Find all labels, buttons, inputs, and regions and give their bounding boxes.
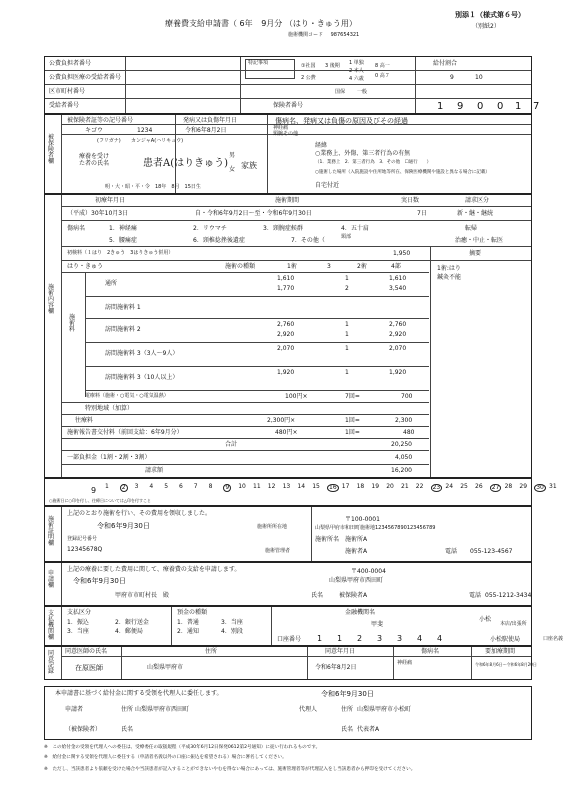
title-year: 6年 (239, 19, 253, 28)
claim-label: 請求区分 (465, 197, 490, 204)
cert-date: 令和6年9月30日 (97, 522, 150, 530)
fee-row-b: 1,770 (277, 285, 295, 292)
footnote: ※ ただし、当該患者より依頼を受けた場合や当該患者が記入することができないやむを得ない場合にあっては、施術管理者等が代理記入をし当該患者から押印を受けてください。 (44, 767, 416, 772)
shoken-label: 初検料（１はり 2きゅう 3はりきゅう併用） (67, 250, 174, 256)
furigana: カンジャA(ハリキュウ) (131, 138, 184, 144)
fee-row-a: 2,070 (277, 345, 295, 352)
keii-note1: （1．業務上 2．第三者行為 3．その他 ☐通行 ） (315, 160, 432, 165)
doctor: 在原医師 (75, 664, 103, 672)
patient-block (44, 114, 532, 194)
cert-block (44, 506, 532, 562)
calendar-day: 16 (329, 484, 337, 491)
shoken-amt: 1,950 (393, 250, 411, 257)
ofuku-times: 1回= (345, 417, 360, 424)
fee-row-f: 2,920 (389, 331, 407, 338)
fee-row-c: 1 (345, 369, 349, 376)
bank-side-label: 支払機関欄 (48, 610, 55, 641)
disease-opt: 3．頸腕症候群 (263, 225, 303, 232)
koumoku-3: 2術 (357, 263, 367, 270)
joho-times: 1回= (345, 429, 360, 436)
hokensha-digit: 0 (477, 101, 484, 112)
fee-row-a: 1,610 (277, 275, 295, 282)
denki-label: 電療料（施術・○電気・○電気温熱） (85, 393, 169, 399)
title-tail: （はり・きゅう用） (284, 19, 357, 28)
applicant-addr-label: 住所 (121, 706, 134, 713)
calendar-day: 28 (504, 483, 513, 490)
apply-to: 甲府市市町村長 殿 (115, 592, 170, 599)
fee-row-e: 1,920 (389, 369, 407, 376)
kigou: キゴウ (85, 127, 104, 134)
fee-row-label: 訪問施術料 3（3人〜9人） (105, 350, 179, 357)
fee-row-e: 2,070 (389, 345, 407, 352)
kind-label: はり・きゅう (67, 263, 104, 270)
consent-period: 令和6年8月6日〜令和6年8月20日 (475, 662, 537, 667)
cert-reg: 12345678Q (67, 546, 103, 553)
title-month: 9月分 (261, 19, 283, 28)
fee-row-f: 3,540 (389, 285, 407, 292)
disease-sel: 頸部 (341, 234, 352, 240)
org-code-label: 施術機関コード (288, 32, 324, 38)
agent-addr: 山梨県甲府市小松町 (357, 706, 412, 713)
doctor-label: 同意医師の氏名 (65, 648, 108, 655)
hoken-kind: 国保 (335, 89, 346, 95)
bank-name-label: 金融機関名 (345, 609, 376, 616)
futan: 4,050 (395, 454, 413, 461)
name-label: 療養を受けた者の氏名 (79, 153, 110, 168)
opt-b1: 2 本人 (349, 68, 364, 74)
apply-name: 被保険者A (339, 592, 368, 599)
ofuku-label: 往療料 (75, 417, 94, 424)
hokensha-label: 保険者番号 (273, 102, 304, 109)
cert-zip: 〒100-0001 (345, 516, 380, 523)
calendar-day: 2 (121, 484, 126, 491)
joho-total: 480 (403, 429, 415, 436)
hokensha-digit: 9 (457, 101, 464, 112)
account-digit: 4 (437, 634, 443, 643)
kyufu-label: 給付割合 (433, 60, 458, 67)
disease2: 頸腕その他 (273, 131, 299, 137)
tekiyo-label: 摘要 (469, 250, 482, 257)
calendar-day: 10 (238, 483, 246, 490)
delegation-block (44, 686, 532, 740)
bank-k4: 4．郵便局 (115, 628, 143, 635)
bank-k3: 3．当座 (67, 628, 89, 635)
calendar-day: 15 (312, 483, 320, 490)
denki: 100円× (285, 393, 308, 400)
bank-branch-tail: 本店/出張所 (500, 621, 527, 627)
kohi-futansha-label: 公費負担者番号 (49, 60, 92, 67)
fee-row-b: 2,920 (277, 331, 295, 338)
seikyu: 16,200 (391, 467, 412, 474)
calendar-day: 26 (475, 483, 483, 490)
opt-a2: 3 後期 (325, 63, 340, 69)
title-label: 療養費支給申請書（ (165, 19, 237, 28)
patient-side-label: 被保険者欄 (48, 134, 55, 165)
denki-total: 700 (401, 393, 413, 400)
agent-name: 代表者A (357, 726, 380, 733)
disease-opt: 5．腰痛症 (109, 237, 137, 244)
account-digit: 2 (357, 634, 363, 643)
cert-reg-label: 登録記号番号 (67, 536, 98, 542)
calendar-day: 12 (267, 483, 276, 490)
org-code-value: 987654321 (330, 32, 360, 38)
calendar-day: 23 (432, 484, 441, 491)
disease-opt: 1．神経痛 (109, 225, 137, 232)
cert-addr-label: 施術所所在地 (257, 524, 288, 530)
sex-male: 男 (229, 152, 236, 159)
gokei-label: 合計 (225, 441, 238, 448)
cert-text: 上記のとおり施術を行い、その費用を領収しました。 (67, 510, 212, 517)
calendar-day: 1 (105, 483, 109, 490)
account-digit: 1 (317, 634, 323, 643)
disease-opt: 6．頸椎捻挫後遺症 (193, 237, 245, 244)
tokubetsu: 特別地域（加算） (85, 405, 134, 412)
bank-name: 甲斐 (371, 621, 384, 628)
consent-addr-label: 住所 (205, 648, 218, 655)
fee-row-label: 通所 (105, 280, 118, 287)
ippan-kind: 一般 (357, 89, 368, 95)
q2-label: 発病又は負傷年月日 (183, 117, 238, 124)
cert-tel: 055-123-4567 (470, 548, 513, 555)
calendar-note: ○施術日に○印を付し、往療日については△印を付すこと (49, 498, 151, 503)
acct-2: 3．当座 (221, 619, 243, 626)
first-date-label: 初療年月日 (95, 197, 126, 204)
apply-side-label: 申請欄 (48, 570, 55, 589)
fee-row-label: 訪問施術料 1 (105, 304, 141, 311)
hokensha-digit: 0 (497, 101, 504, 112)
q3-label: 傷病名、発病又は負傷の原因及びその経過 (275, 117, 408, 125)
cert-name-label: 施術所名 (315, 536, 340, 543)
fee-row-e: 2,760 (389, 321, 407, 328)
opt-a1: 2 公費 (301, 75, 316, 81)
patient-name: 患者A(はりきゅう) (143, 158, 229, 169)
bank-kubun: 支払区分 (67, 609, 92, 616)
bank-k1: 1．振込 (67, 619, 89, 626)
calendar (44, 478, 557, 506)
footnote: ※ 給付金に関する受領を代理人に委任する（申請者名義以外の口座に振込を希望される）場合に署名してください。 (44, 755, 287, 760)
kubun-label: 施術料 (69, 314, 76, 333)
form-sub: （別紙2） (472, 23, 500, 30)
account-number-label: 口座番号 (277, 636, 302, 643)
cert-mgr: 施術者A (345, 548, 368, 555)
holder-label: 口座名義 (543, 636, 564, 642)
ofuku-total: 2,300 (395, 417, 413, 424)
birth: 明・大・昭・平・令 18年 8月 15日生 (105, 184, 201, 190)
address: 自宅付近 (315, 182, 340, 189)
apply-tel-label: 電話 (469, 592, 482, 599)
calendar-day: 11 (253, 483, 261, 490)
days-label: 実日数 (401, 197, 420, 204)
cert-side-label: 施術証明欄 (48, 516, 55, 547)
hokensha-digit: 7 (533, 101, 540, 112)
cert-addr: 山梨県甲府市和田町施術地1234567890123456789 (315, 525, 436, 531)
fee-row-d: 1 (345, 331, 349, 338)
tenki-label: 転帰 (465, 225, 478, 232)
fee-row-c: 1 (345, 345, 349, 352)
apply-date: 令和6年9月30日 (73, 577, 126, 585)
acct-label: 預金の種類 (177, 609, 208, 616)
calendar-day: 20 (386, 483, 394, 490)
applicant-addr: 山梨県甲府市西田町 (135, 706, 190, 713)
relation: 家族 (241, 161, 257, 170)
treat-side-label: 施術内容欄 (48, 284, 55, 315)
bank-branch: 小松 (479, 616, 492, 623)
disease-opt: 7．その他（ (291, 237, 325, 244)
consent-side-label: 同意記録 (48, 650, 55, 675)
calendar-day: 6 (179, 483, 183, 490)
delegation-date: 令和6年9月30日 (321, 690, 374, 698)
fee-row-label: 訪問施術料 3（10人以上） (105, 374, 179, 381)
calendar-day: 27 (491, 484, 500, 491)
seikyu-label: 請求額 (145, 467, 164, 474)
consent-period-label: 要加療期間 (485, 648, 516, 655)
apply-name-label: 氏名 (311, 592, 324, 599)
calendar-month: 9 (91, 486, 97, 495)
calendar-day: 25 (460, 483, 468, 490)
calendar-day: 24 (445, 483, 454, 490)
fee-row-e: 1,610 (389, 275, 407, 282)
consent-disease-label: 傷病名 (421, 648, 440, 655)
gokei: 20,250 (391, 441, 412, 448)
consent-block (44, 646, 537, 680)
disease-opt: 2．リウマチ (193, 225, 227, 232)
opt-b2: 4 六歳 (349, 76, 364, 82)
apply-block (44, 562, 532, 606)
apply-text: 上記の療養に要した費用に関して、療養費の支給を申請します。 (67, 566, 241, 573)
keii-opt: ○業務上、外傷、第三者行為の有無 (315, 150, 411, 157)
furigana-label: (フリガナ) (97, 138, 121, 144)
account-digit: 3 (397, 634, 403, 643)
calendar-day: 13 (282, 483, 291, 490)
consent-disease: 神経痛 (397, 660, 413, 666)
cert-tel-label: 電話 (445, 548, 458, 555)
calendar-day: 3 (134, 483, 139, 490)
bangou: 1234 (137, 127, 153, 134)
calendar-day: 18 (356, 483, 365, 490)
calendar-day: 19 (371, 483, 380, 490)
opt-b0: 1 単独 (349, 60, 364, 66)
apply-tel: 055-1212-3434 (485, 592, 532, 599)
cert-mgr-label: 施術管理者 (265, 548, 291, 554)
keii-label: 経緯 (315, 142, 328, 149)
period-label: 施術期間 (275, 197, 300, 204)
days: 7日 (417, 210, 427, 217)
calendar-day: 30 (536, 484, 544, 491)
applicant-label: 申請者 (65, 706, 84, 713)
first-date: （平成）30年10月3日 (67, 210, 129, 217)
agent-label: 代理人 (299, 706, 318, 713)
jukyusha-label: 受給者番号 (49, 102, 80, 109)
kyufu-9: 9 (450, 74, 454, 81)
acct-0: 1．普通 (177, 619, 199, 626)
keii-note2: ○施術した場所（入院施設や住所地等所在、保険医療機関や施設と異なる場合に記載） (315, 170, 490, 175)
joho: 480円× (275, 429, 298, 436)
holder: 小松駅使局 (490, 636, 521, 643)
ofuku: 2,300円× (267, 417, 296, 424)
account-digit: 4 (417, 634, 423, 643)
fee-row-d: 2 (345, 285, 349, 292)
footnote: ※ この給付金の受領を代理人への委任は、受療委任の取扱規程（平成30年6月12日保発0612第2号通知）に従い行われるものです。 (44, 745, 321, 750)
consent-addr: 山梨県甲府市 (147, 664, 184, 671)
kyufu-10: 10 (475, 74, 483, 81)
hihoken-name-label: 氏名 (121, 726, 134, 733)
fee-row-a: 2,760 (277, 321, 295, 328)
opt-c0: 8 高一 (375, 63, 390, 69)
shichoson-label: 区市町村番号 (49, 88, 86, 95)
fee-row-label: 訪問施術料 2 (105, 326, 141, 333)
q1-label: 被保険者証等の記号番号 (67, 117, 134, 124)
bank-block (44, 606, 564, 646)
futan-label: 一部負担金（1割・2割・3割） (67, 454, 151, 461)
fee-row-c: 1 (345, 321, 349, 328)
koumoku-2: 3 (327, 263, 331, 270)
hokensha-digit: 1 (515, 101, 522, 112)
tokki-label: 特記事項 (248, 60, 269, 66)
calendar-day: 29 (519, 483, 528, 490)
calendar-day: 14 (297, 483, 306, 490)
consent-date: 令和6年8月2日 (315, 664, 357, 671)
disease-opt: 4．五十肩 (341, 225, 369, 232)
denki-times: 7回= (345, 393, 360, 400)
calendar-day: 17 (341, 483, 350, 490)
apply-zip: 〒400-0004 (351, 568, 386, 575)
calendar-day: 5 (164, 483, 169, 490)
acct-1: 2．通知 (177, 628, 199, 635)
top-block (44, 56, 540, 114)
disease-label: 傷病名 (67, 225, 86, 232)
calendar-day: 22 (415, 483, 424, 490)
joho-label: 施術報告書交付料（前回支給：6年9月分） (67, 429, 183, 436)
claim-opts: 新・継・継続 (457, 210, 494, 217)
cert-name: 施術所A (345, 536, 368, 543)
koumoku-0: 施術の種類 (225, 263, 256, 270)
account-digit: 3 (377, 634, 383, 643)
consent-date-label: 同意年月日 (325, 648, 356, 655)
disease1: 神経痛 (273, 125, 289, 131)
koumoku-1: 1術 (287, 263, 297, 270)
calendar-day: 21 (401, 483, 409, 490)
period: 自・令和6年9月2日〜至・令和6年9月30日 (195, 210, 312, 217)
calendar-day: 31 (549, 483, 557, 490)
hihoken-label: （被保険者） (65, 726, 102, 733)
fee-row-a: 1,920 (277, 369, 295, 376)
delegation-text: 本申請書に基づく給付金に関する受領を代理人に委任します。 (55, 690, 223, 697)
bank-k2: 2．銀行送金 (115, 619, 149, 626)
org-code (288, 31, 359, 38)
calendar-day: 9 (225, 484, 230, 491)
koumoku-4: 4部 (391, 263, 401, 270)
treatment-block (44, 194, 532, 478)
agent-name-label: 氏名 (341, 726, 354, 733)
form-number: 別添１（様式第６号） (455, 11, 525, 19)
opt-c1: 0 高７ (375, 73, 390, 79)
kohi-jukyusha-label: 公費負担医療の受給者番号 (49, 74, 122, 81)
acct-3: 4．別段 (221, 628, 243, 635)
page-title (165, 18, 357, 29)
account-digit: 1 (337, 634, 343, 643)
calendar-day: 4 (149, 483, 154, 490)
onset: 令和6年8月2日 (185, 127, 227, 134)
apply-addr: 山梨県甲府市西田町 (329, 577, 384, 584)
calendar-day: 8 (208, 483, 213, 490)
tenki-opts: 治癒・中止・転医 (455, 237, 504, 244)
hokensha-digit: 1 (437, 101, 444, 112)
sex-female: 女 (229, 166, 236, 173)
agent-addr-label: 住所 (341, 706, 354, 713)
fee-row-c: 1 (345, 275, 349, 282)
opt-a0: ①社国 (301, 63, 316, 69)
note-right: 1術:はり 鍼灸不能 (437, 265, 462, 281)
calendar-day: 7 (193, 483, 198, 490)
